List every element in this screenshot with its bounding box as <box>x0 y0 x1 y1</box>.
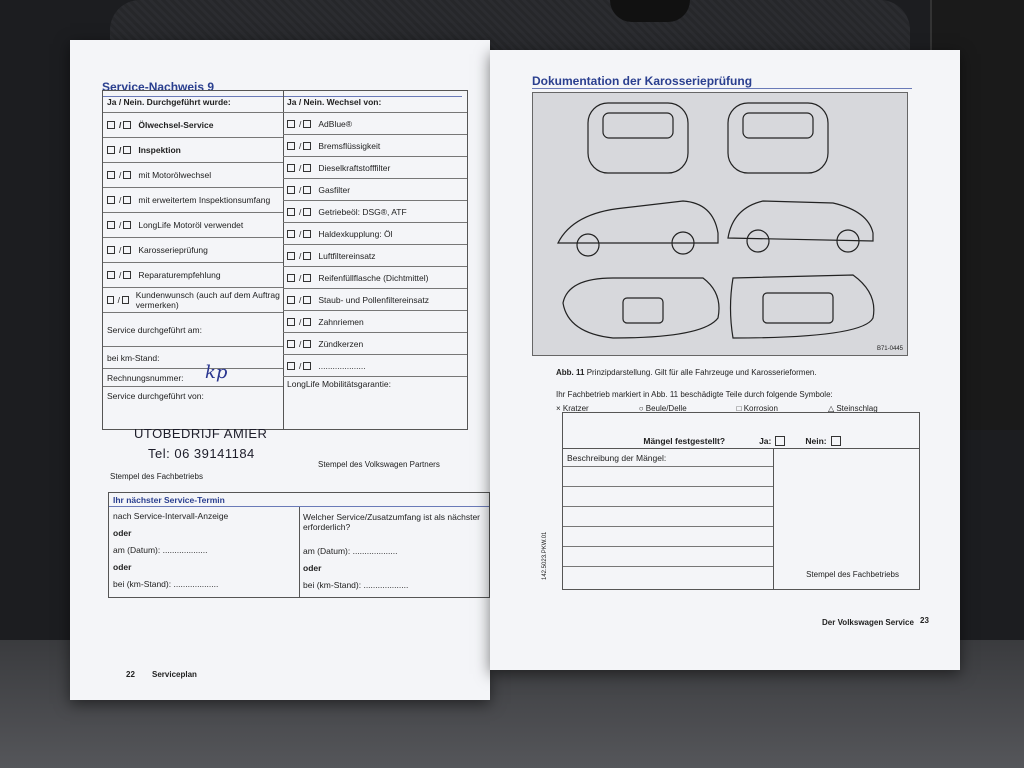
checkbox[interactable] <box>287 362 295 370</box>
yes-checkbox[interactable] <box>775 436 785 446</box>
checklist-row[interactable] <box>103 213 283 238</box>
service-form <box>102 90 468 430</box>
slash-separator: / <box>119 270 122 280</box>
form-left-column <box>103 91 284 429</box>
replacement-row[interactable] <box>283 267 467 289</box>
checkbox[interactable] <box>303 164 311 172</box>
service-date-field: Service durchgeführt am: <box>103 313 283 347</box>
defects-form <box>562 412 920 590</box>
slash-separator: / <box>119 120 122 130</box>
booklet-page-left <box>70 40 490 700</box>
checkbox[interactable] <box>122 296 129 304</box>
checkbox[interactable] <box>287 120 295 128</box>
next-service-title: Ihr nächster Service-Termin <box>109 493 489 507</box>
checkbox[interactable] <box>303 296 311 304</box>
description-line[interactable] <box>563 487 773 507</box>
next-service-box <box>108 492 490 598</box>
checkbox[interactable] <box>287 186 295 194</box>
title-rule-right <box>532 88 912 89</box>
checklist-row[interactable] <box>103 188 283 213</box>
replacement-row[interactable] <box>283 113 467 135</box>
replacement-label: Zündkerzen <box>318 338 364 349</box>
checkbox[interactable] <box>107 146 115 154</box>
slash-separator: / <box>299 184 302 195</box>
performed-by-field: Service durchgeführt von: <box>107 391 204 401</box>
next-service-left <box>109 507 300 597</box>
checkbox[interactable] <box>123 246 131 254</box>
figure-label: Abb. 11 <box>556 368 585 377</box>
replacement-row[interactable] <box>283 223 467 245</box>
replacement-row[interactable] <box>283 289 467 311</box>
replacement-row[interactable] <box>283 333 467 355</box>
checkbox[interactable] <box>123 271 131 279</box>
replacement-label: Haldexkupplung: Öl <box>318 228 393 239</box>
next-service-left-line: am (Datum): ................... <box>113 544 208 555</box>
checklist-label: Kundenwunsch (auch auf dem Auftrag vermerken) <box>135 290 280 310</box>
replacement-label: Staub- und Pollenfiltereinsatz <box>318 294 429 305</box>
checkbox[interactable] <box>303 120 311 128</box>
no-checkbox[interactable] <box>831 436 841 446</box>
checkbox[interactable] <box>123 221 131 229</box>
next-service-right-line: oder <box>303 562 322 573</box>
no-label: Nein: <box>805 435 827 446</box>
replacement-label: Zahnriemen <box>318 316 364 327</box>
checkbox[interactable] <box>303 208 311 216</box>
slash-separator: / <box>119 170 122 180</box>
car-key <box>610 0 690 22</box>
page-number-left: 22 <box>126 670 135 679</box>
checkbox[interactable] <box>287 340 295 348</box>
checkbox[interactable] <box>287 142 295 150</box>
section-left: Serviceplan <box>152 670 197 679</box>
checklist-label: Ölwechsel-Service <box>138 120 214 130</box>
checkbox[interactable] <box>123 171 131 179</box>
checklist-label: LongLife Motoröl verwendet <box>138 220 244 230</box>
next-service-right-line: Welcher Service/Zusatzumfang ist als nächster erforderlich? <box>303 512 480 532</box>
slash-separator: / <box>299 206 302 217</box>
checkbox[interactable] <box>303 274 311 282</box>
slash-separator: / <box>299 316 302 327</box>
checkbox[interactable] <box>287 274 295 282</box>
replacement-label: Bremsflüssigkeit <box>318 140 381 151</box>
defects-question: Mängel festgestellt? <box>643 435 726 446</box>
slash-separator: / <box>117 295 121 305</box>
handwritten-signature: kp <box>205 362 228 383</box>
replacement-label: Gasfilter <box>318 184 351 195</box>
booklet-page-right <box>490 50 960 670</box>
slash-separator: / <box>299 162 302 173</box>
checkbox[interactable] <box>287 252 295 260</box>
replacement-row[interactable] <box>283 311 467 333</box>
checklist-label: Karosserieprüfung <box>138 245 208 255</box>
replacement-label: .................... <box>318 360 366 371</box>
replacement-label: Luftfiltereinsatz <box>318 250 376 261</box>
defects-question-row <box>563 433 919 449</box>
description-line[interactable] <box>563 467 773 487</box>
checkbox[interactable] <box>287 296 295 304</box>
checkbox[interactable] <box>107 271 115 279</box>
dealer-stamp-phone: Tel: 06 39141184 <box>148 446 255 461</box>
checkbox[interactable] <box>303 252 311 260</box>
next-service-right <box>299 507 489 597</box>
slash-separator: / <box>119 245 122 255</box>
replacement-label: AdBlue® <box>318 118 353 129</box>
damage-symbol-label: × Kratzer <box>556 404 589 413</box>
checkbox[interactable] <box>107 221 115 229</box>
checkbox[interactable] <box>303 142 311 150</box>
checklist-row[interactable] <box>103 138 283 163</box>
page-title-right: Dokumentation der Karosserieprüfung <box>532 74 753 88</box>
checkbox[interactable] <box>107 171 115 179</box>
vw-stamp-label: Stempel des Volkswagen Partners <box>318 460 440 469</box>
next-service-right-line: bei (km-Stand): ................... <box>303 579 409 590</box>
description-line[interactable] <box>563 547 773 567</box>
slash-separator: / <box>119 145 122 155</box>
checklist-label: mit Motorölwechsel <box>138 170 212 180</box>
checkbox[interactable] <box>107 121 115 129</box>
checkbox[interactable] <box>107 296 114 304</box>
form-header-left: Ja / Nein. Durchgeführt wurde: <box>103 91 283 113</box>
defects-description-column <box>563 449 774 589</box>
checkbox[interactable] <box>107 246 115 254</box>
defects-description-label: Beschreibung der Mängel: <box>563 449 773 467</box>
checklist-row[interactable] <box>103 163 283 188</box>
slash-separator: / <box>299 140 302 151</box>
dealer-stamp-name: UTOBEDRIJF AMIER <box>134 426 268 441</box>
replacement-row[interactable] <box>283 355 467 377</box>
slash-separator: / <box>299 118 302 129</box>
instruction-text: Ihr Fachbetrieb markiert in Abb. 11 beschädigte Teile durch folgende Symbole: <box>556 390 833 399</box>
car-outline-illustration <box>533 93 907 355</box>
checkbox[interactable] <box>287 318 295 326</box>
form-header-right: Ja / Nein. Wechsel von: <box>283 91 467 113</box>
checklist-row[interactable] <box>103 238 283 263</box>
longlife-field: LongLife Mobilitätsgarantie: <box>287 379 391 389</box>
checkbox[interactable] <box>107 196 115 204</box>
checklist-row[interactable] <box>103 263 283 288</box>
checkbox[interactable] <box>287 208 295 216</box>
damage-symbol-label: □ Korrosion <box>736 404 778 413</box>
next-service-left-line: nach Service-Intervall-Anzeige <box>113 510 229 521</box>
replacement-label: Getriebeöl: DSG®, ATF <box>318 206 407 217</box>
slash-separator: / <box>299 250 302 261</box>
checkbox[interactable] <box>123 146 131 154</box>
yes-label: Ja: <box>759 435 772 446</box>
invoice-field: Rechnungsnummer: <box>103 369 283 387</box>
form-right-column <box>283 91 467 429</box>
next-service-left-line: oder <box>113 561 132 572</box>
checklist-row[interactable] <box>103 288 283 313</box>
replacement-row[interactable] <box>283 179 467 201</box>
checklist-label: Reparaturempfehlung <box>138 270 221 280</box>
form-code: 142.5023.PKW.01 <box>542 531 548 580</box>
replacement-row[interactable] <box>283 245 467 267</box>
figure-caption-text: Prinzipdarstellung. Gilt für alle Fahrzeuge und Karosserieformen. <box>586 368 817 377</box>
slash-separator: / <box>299 294 302 305</box>
replacement-label: Reifenfüllflasche (Dichtmittel) <box>318 272 429 283</box>
slash-separator: / <box>299 272 302 283</box>
checkbox[interactable] <box>123 196 131 204</box>
slash-separator: / <box>299 228 302 239</box>
slash-separator: / <box>299 360 302 371</box>
replacement-row[interactable] <box>283 201 467 223</box>
checklist-label: Inspektion <box>138 145 181 155</box>
next-service-right-line: am (Datum): ................... <box>303 545 398 556</box>
checkbox[interactable] <box>303 230 311 238</box>
checkbox[interactable] <box>303 362 311 370</box>
dealer-stamp-label: Stempel des Fachbetriebs <box>110 472 203 481</box>
page-title: Service-Nachweis 9 <box>102 80 215 94</box>
replacement-row[interactable] <box>283 157 467 179</box>
km-field: bei km-Stand: <box>103 347 283 369</box>
checkbox[interactable] <box>123 121 131 129</box>
checkbox[interactable] <box>287 230 295 238</box>
slash-separator: / <box>119 195 122 205</box>
stamp-label-right: Stempel des Fachbetriebs <box>806 570 899 579</box>
checklist-row[interactable] <box>103 113 283 138</box>
checklist-label: mit erweitertem Inspektionsumfang <box>138 195 271 205</box>
slash-separator: / <box>299 338 302 349</box>
description-line[interactable] <box>563 507 773 527</box>
slash-separator: / <box>119 220 122 230</box>
checkbox[interactable] <box>303 186 311 194</box>
description-line[interactable] <box>563 527 773 547</box>
damage-symbol-label: △ Steinschlag <box>827 404 878 413</box>
checkbox[interactable] <box>287 164 295 172</box>
checkbox[interactable] <box>303 318 311 326</box>
next-service-left-line: oder <box>113 527 132 538</box>
next-service-left-line: bei (km-Stand): ................... <box>113 578 219 589</box>
figure-caption <box>556 368 817 377</box>
car-body-diagram <box>532 92 908 356</box>
section-right: Der Volkswagen Service <box>822 618 914 627</box>
diagram-code: B71-0445 <box>876 346 903 352</box>
replacement-label: Dieselkraftstofffilter <box>318 162 391 173</box>
page-number-right: 23 <box>920 616 929 625</box>
replacement-row[interactable] <box>283 135 467 157</box>
checkbox[interactable] <box>303 340 311 348</box>
damage-symbol-label: ○ Beule/Delle <box>638 404 687 413</box>
